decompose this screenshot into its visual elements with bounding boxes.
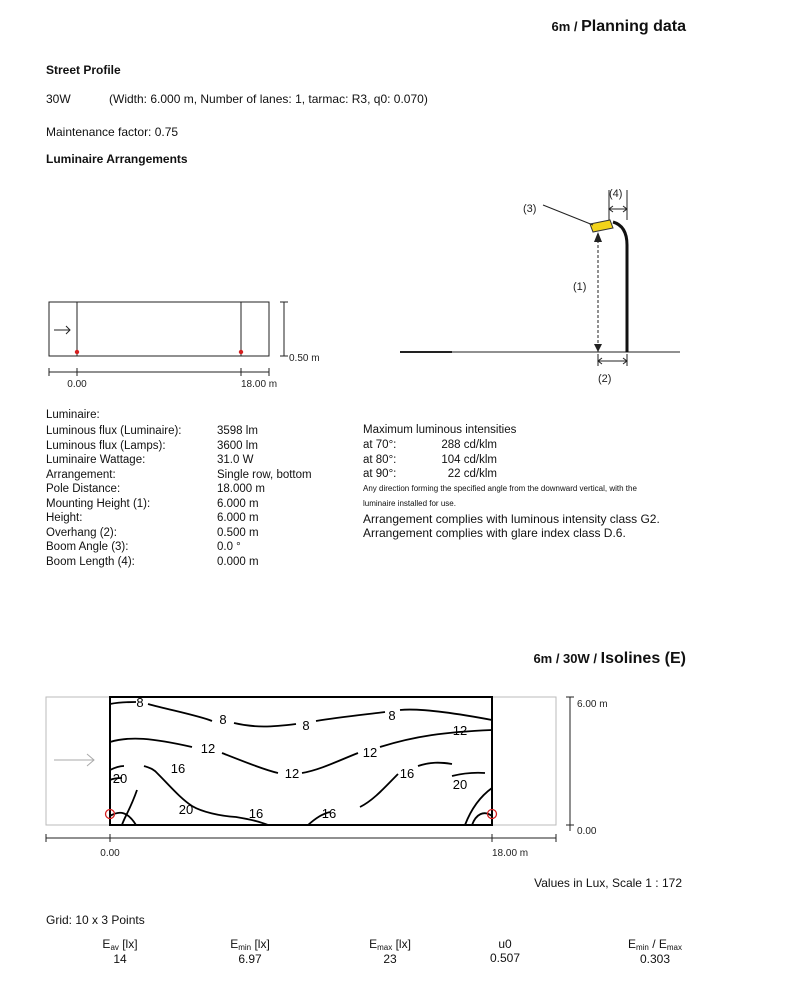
stat-emax-sub: max (377, 943, 393, 952)
isoline-label: 20 (112, 771, 128, 786)
stat-ratio-sep: / E (648, 937, 667, 951)
row-value: 18.000 m (217, 483, 265, 495)
isoline-label: 8 (219, 712, 227, 727)
stat-emin-value: 6.97 (238, 952, 262, 966)
stat-eav-main: E (102, 937, 111, 951)
isoline-label: 8 (388, 708, 396, 723)
isoline-label: 12 (284, 766, 300, 781)
scale-note: Values in Lux, Scale 1 : 172 (534, 876, 682, 890)
stat-emax-unit: [lx] (392, 937, 411, 951)
stat-u0-value: 0.507 (489, 951, 521, 965)
complies-glare-class: Arrangement complies with glare index class D.6. (363, 526, 626, 540)
isoline-label: 8 (302, 718, 310, 733)
stat-ratio-b-sub: max (666, 943, 683, 952)
isoline-label: 12 (362, 745, 378, 760)
axis-y-top: 6.00 m (577, 699, 608, 710)
stat-emax-label (345, 937, 435, 952)
luminaire-marker-right (239, 350, 243, 354)
pole-shape (613, 222, 627, 352)
luminaire-values (217, 424, 312, 569)
overhang-dimension (598, 354, 627, 366)
row-label: Boom Length (4): (46, 555, 135, 568)
label-overhang: (2) (598, 373, 612, 385)
stat-emax (345, 937, 435, 966)
isolines-title-prefix: 6m / 30W / (533, 651, 601, 666)
row-label: Luminaire Wattage: (46, 454, 146, 466)
isoline-label: 12 (200, 741, 216, 756)
row-value: 6.000 m (217, 512, 259, 524)
stat-emin-main: E (230, 937, 239, 951)
stat-eav-value: 14 (113, 952, 127, 966)
street-name: 30W (46, 92, 71, 106)
horizontal-axis (46, 834, 556, 842)
boom-angle-line (543, 205, 593, 225)
row-value: 288 cd/klm (441, 439, 497, 451)
stat-emax-main: E (369, 937, 378, 951)
page-title-prefix: 6m / (551, 19, 582, 34)
stat-u0-label: u0 (498, 937, 512, 951)
stat-emin-label (205, 937, 295, 952)
intensity-note-1: Any direction forming the specified angle from the downward vertical, with the (363, 484, 637, 493)
stat-emax-value: 23 (383, 952, 397, 966)
axis-x-start: 0.00 (100, 848, 120, 859)
isoline-curves (110, 702, 492, 825)
row-label: Pole Distance: (46, 483, 121, 495)
row-label: at 70°: (363, 439, 397, 451)
height-dimension (280, 302, 288, 356)
maintenance-factor: Maintenance factor: 0.75 (46, 125, 179, 139)
page-title-text: Planning data (581, 18, 686, 35)
isoline-label: 16 (248, 806, 264, 821)
plan-dim-height: 0.50 m (289, 353, 320, 364)
stat-emin (205, 937, 295, 966)
stat-ratio-a: E (627, 937, 636, 951)
complies-intensity-class: Arrangement complies with luminous intensity class G2. (363, 512, 660, 526)
row-label: Height: (46, 512, 83, 524)
label-boom-angle: (3) (523, 203, 537, 215)
stat-emin-sub: min (238, 943, 252, 952)
row-value: 31.0 W (217, 454, 254, 466)
row-value: 3600 lm (217, 439, 258, 452)
luminaire-labels (46, 424, 182, 569)
intensity-labels (363, 438, 396, 482)
street-profile-heading: Street Profile (46, 63, 121, 77)
row-value: 6.000 m (217, 497, 259, 510)
row-value: 0.000 m (217, 555, 259, 568)
row-label: Luminous flux (Luminaire): (46, 425, 182, 437)
row-label: Luminous flux (Lamps): (46, 439, 166, 452)
intensity-values (425, 438, 497, 482)
isoline-label: 20 (452, 777, 468, 792)
direction-arrow-icon (54, 326, 70, 334)
row-value: 0.0 ° (217, 541, 241, 553)
isoline-label: 12 (452, 723, 468, 738)
axis-x-end: 18.00 m (492, 848, 529, 859)
mounting-height-dimension (594, 232, 602, 352)
isolines-title-text: Isolines (E) (600, 650, 686, 667)
page-title (551, 18, 686, 36)
row-label: Arrangement: (46, 468, 116, 481)
luminaire-head-icon (590, 220, 613, 232)
isoline-label: 20 (178, 802, 194, 817)
direction-arrow-icon (54, 754, 94, 766)
isolines-title (533, 650, 686, 668)
stat-eav-unit: [lx] (118, 937, 138, 951)
stat-eav (80, 937, 160, 966)
isoline-label: 16 (170, 761, 186, 776)
plan-view-diagram (40, 290, 360, 400)
luminaire-arrangements-heading: Luminaire Arrangements (46, 152, 188, 166)
side-view-diagram (395, 180, 695, 395)
plan-dim-start: 0.00 (67, 379, 87, 390)
plan-dim-end: 18.00 m (241, 379, 278, 390)
luminaire-heading: Luminaire: (46, 409, 100, 421)
row-value: 0.500 m (217, 526, 259, 539)
stat-u0 (470, 937, 540, 965)
isoline-label: 16 (321, 806, 337, 821)
axis-y-bottom: 0.00 (577, 826, 597, 837)
isoline-label: 16 (399, 766, 415, 781)
row-value: Single row, bottom (217, 468, 312, 481)
row-value: 22 cd/klm (447, 468, 497, 480)
row-label: at 90°: (363, 468, 397, 480)
grid-label: Grid: 10 x 3 Points (46, 913, 145, 927)
stat-emin-unit: [lx] (251, 937, 270, 951)
stat-uniformity-ratio (600, 937, 710, 966)
row-label: Mounting Height (1): (46, 497, 151, 510)
vertical-axis (566, 697, 574, 831)
label-boom-length: (4) (609, 188, 623, 200)
length-dimension (49, 368, 269, 376)
label-mounting-height: (1) (573, 281, 587, 293)
row-label: Boom Angle (3): (46, 541, 129, 553)
row-value: 3598 lm (217, 425, 258, 437)
isolines-outer-frame (46, 697, 556, 825)
isoline-label: 8 (136, 695, 144, 710)
stat-eav-label (80, 937, 160, 952)
stat-ratio-label (600, 937, 710, 952)
stat-ratio-a-sub: min (635, 943, 649, 952)
stat-eav-sub: av (110, 943, 119, 952)
row-label: Overhang (2): (46, 526, 117, 539)
isolines-calculation-area (110, 697, 492, 825)
luminaire-marker-left (75, 350, 79, 354)
stat-ratio-value: 0.303 (639, 952, 671, 966)
isolines-diagram (40, 690, 608, 865)
row-value: 104 cd/klm (441, 453, 497, 466)
row-label: at 80°: (363, 453, 397, 466)
street-details: (Width: 6.000 m, Number of lanes: 1, tarmac: R3, q0: 0.070) (109, 92, 428, 106)
intensities-heading: Maximum luminous intensities (363, 424, 517, 436)
intensity-note-2: luminaire installed for use. (363, 499, 456, 508)
road-outline (49, 302, 269, 356)
